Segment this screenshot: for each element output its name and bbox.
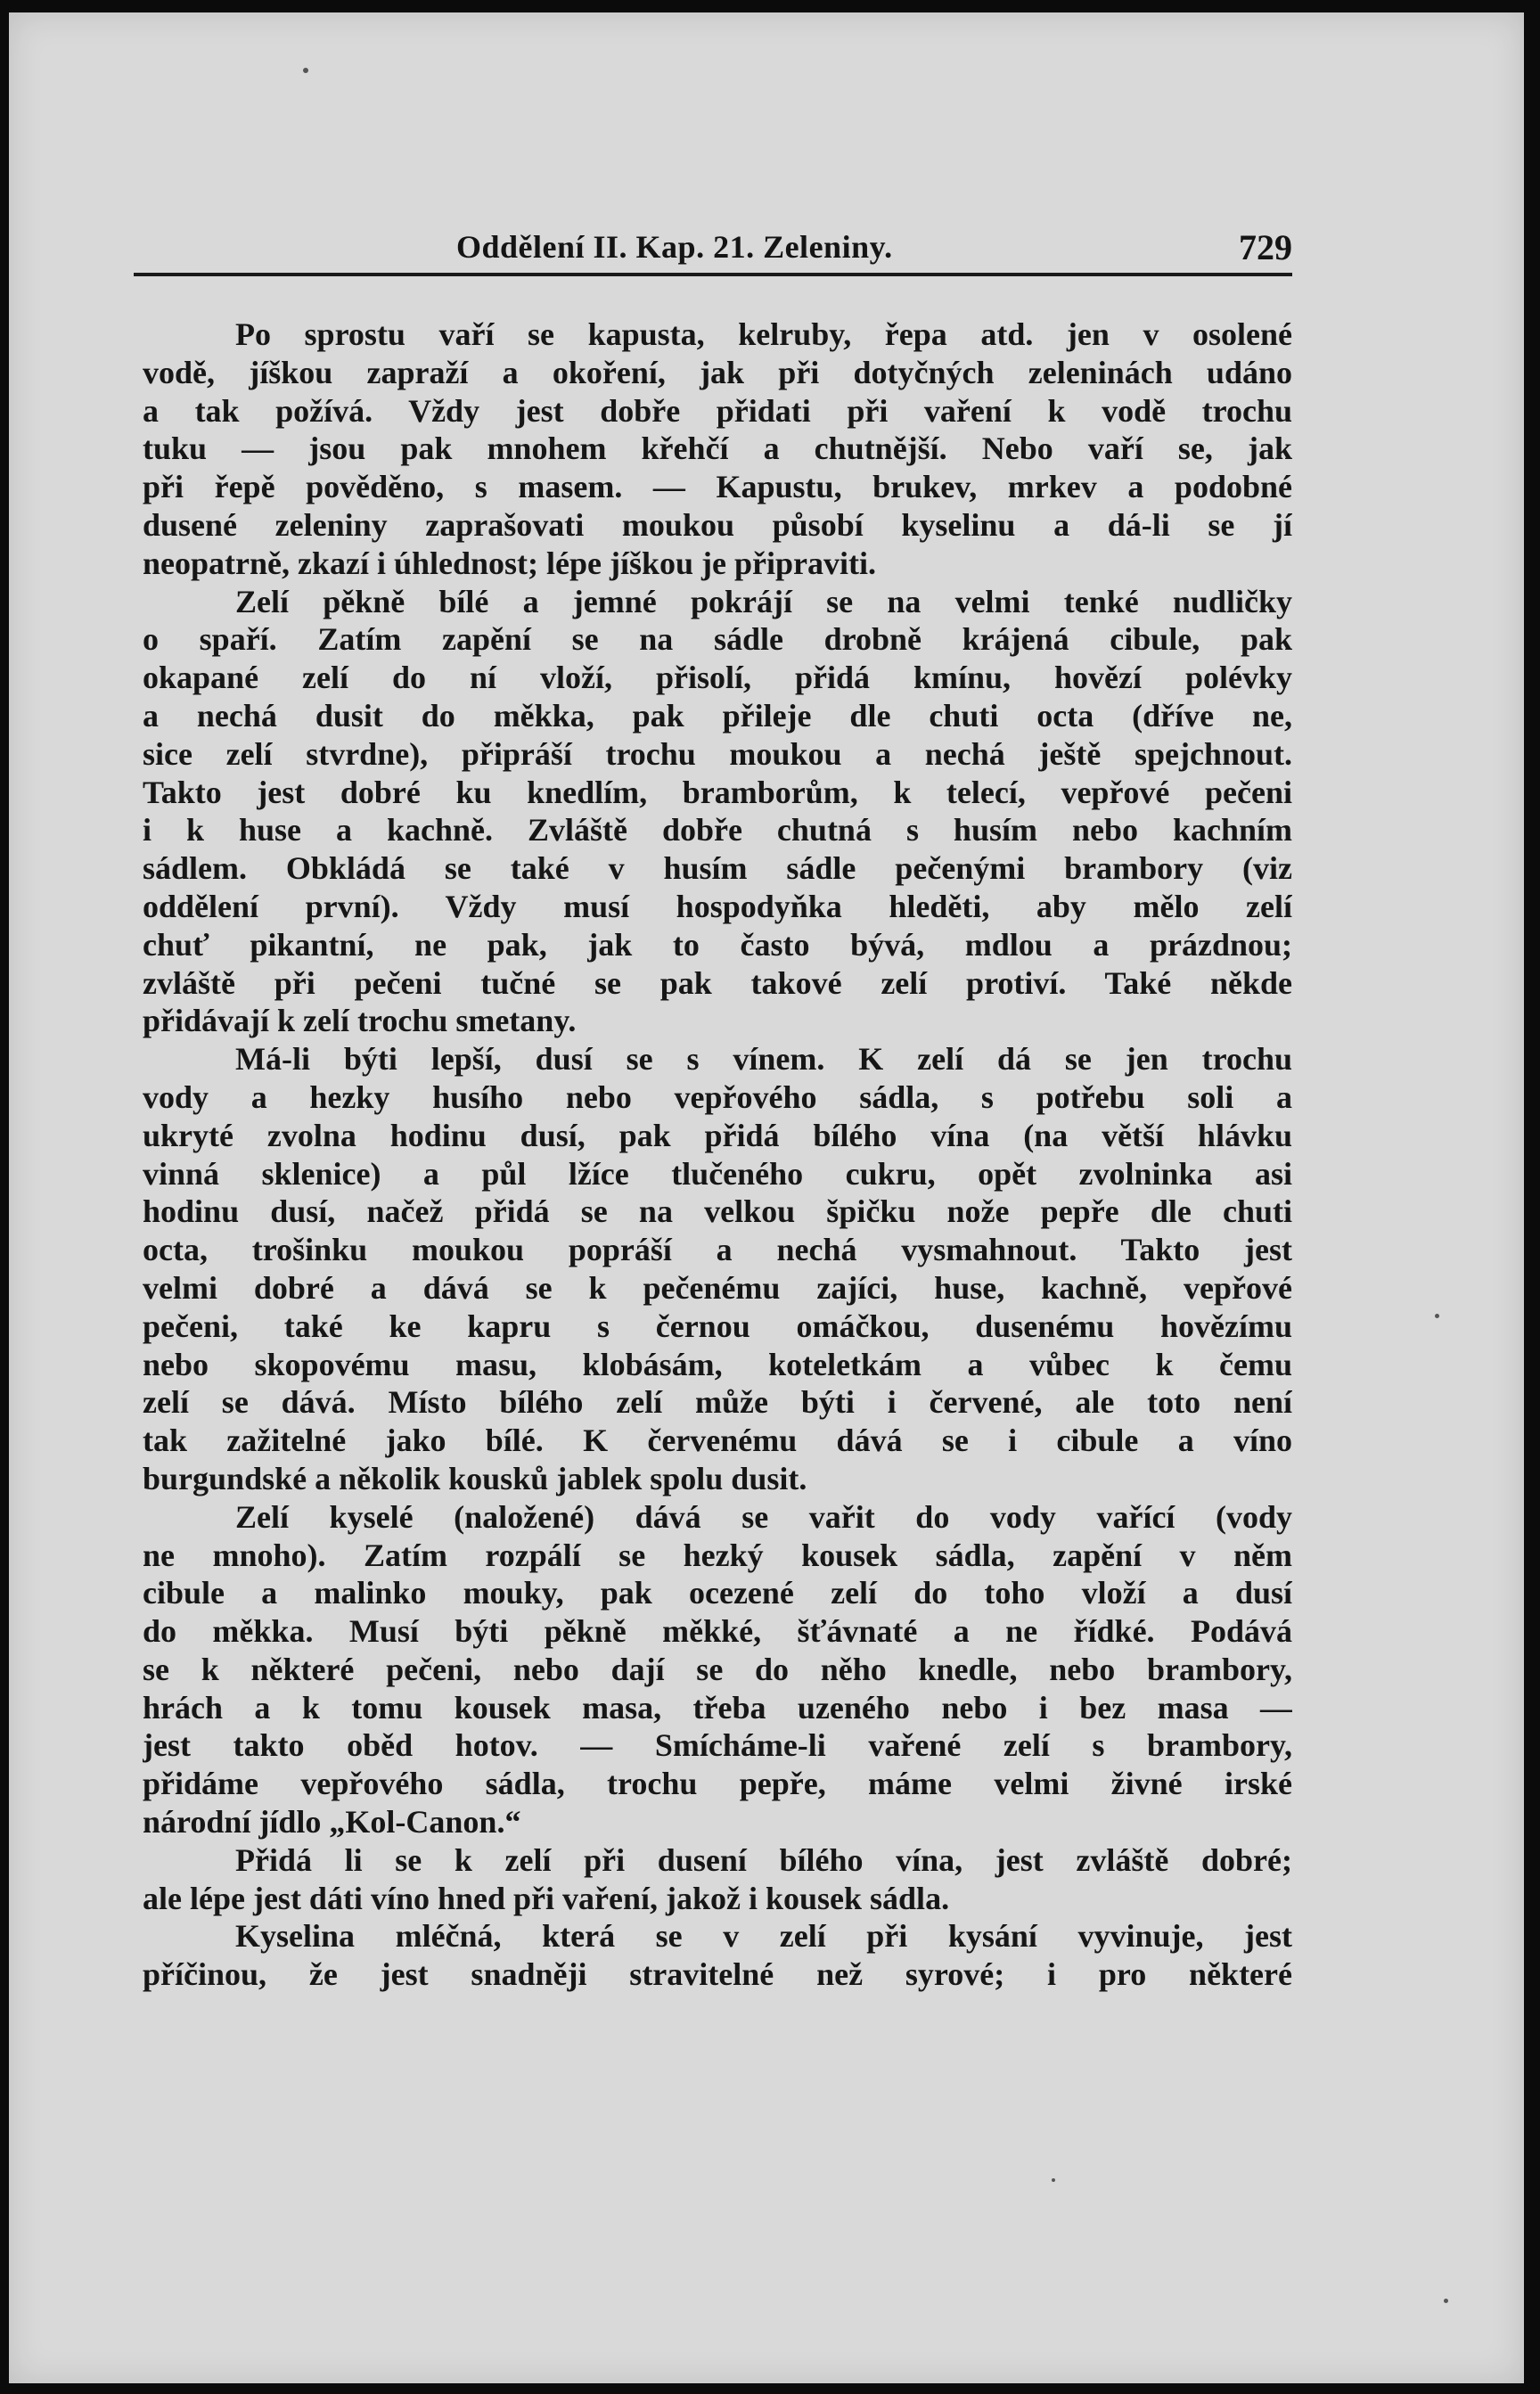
paragraph <box>143 1841 1292 1918</box>
text-line: a tak požívá. Vždy jest dobře přidati při vaření k vodě trochu <box>143 392 1292 429</box>
text-line: o spaří. Zatím zapění se na sádle drobně krájená cibule, pak <box>143 621 1292 658</box>
text-line: sádlem. Obkládá se také v husím sádle pečenými brambory (viz <box>143 850 1292 887</box>
text-line: Zelí kyselé (naložené) dává se vařit do vody vařící (vody <box>235 1498 1292 1535</box>
header-rule <box>134 273 1292 276</box>
text-line: vodě, jíškou zapraží a okoření, jak při dotyčných zeleninách udáno <box>143 354 1292 390</box>
text-line: hrách a k tomu kousek masa, třeba uzeného nebo i bez masa — <box>143 1689 1292 1726</box>
text-line: jest takto oběd hotov. — Smícháme-li vařené zelí s brambory, <box>143 1727 1292 1764</box>
dust-speck <box>303 68 308 73</box>
text-line: dusené zeleniny zaprašovati moukou působí kyselinu a dá-li se jí <box>143 506 1292 543</box>
paragraph <box>143 1917 1292 1994</box>
text-line: velmi dobré a dává se k pečenému zajíci, huse, kachně, vepřové <box>143 1269 1292 1306</box>
text-line: při řepě pověděno, s masem. — Kapustu, brukev, mrkev a podobné <box>143 469 1292 505</box>
text-line: Takto jest dobré ku knedlím, bramborům, k telecí, vepřové pečeni <box>143 774 1292 810</box>
paragraph <box>143 316 1292 583</box>
book-page <box>9 12 1524 2383</box>
text-line: vody a hezky husího nebo vepřového sádla, s potřebu soli a <box>143 1078 1292 1115</box>
text-line: tak zažitelné jako bílé. K červenému dává se i cibule a víno <box>143 1422 1292 1459</box>
text-line: zvláště při pečeni tučné se pak takové zelí protiví. Také někde <box>143 964 1292 1001</box>
dust-speck <box>1052 2178 1055 2182</box>
paragraph <box>143 1498 1292 1841</box>
text-line: národní jídlo „Kol-Canon.“ <box>143 1804 521 1841</box>
dust-speck <box>1435 1314 1439 1318</box>
text-line: tuku — jsou pak mnohem křehčí a chutnější. Nebo vaří se, jak <box>143 430 1292 467</box>
text-line: příčinou, že jest snadněji stravitelné než syrové; i pro některé <box>143 1956 1292 1993</box>
text-line: Má-li býti lepší, dusí se s vínem. K zelí dá se jen trochu <box>235 1041 1292 1078</box>
dust-speck <box>1444 2299 1448 2303</box>
text-line: Kyselina mléčná, která se v zelí při kysání vyvinuje, jest <box>235 1918 1292 1955</box>
text-line: přidáme vepřového sádla, trochu pepře, máme velmi živné irské <box>143 1766 1292 1802</box>
text-line: i k huse a kachně. Zvláště dobře chutná s husím nebo kachním <box>143 812 1292 849</box>
text-line: do měkka. Musí býti pěkně měkké, šťávnaté a ne řídké. Podává <box>143 1613 1292 1650</box>
text-line: octa, trošinku moukou popráší a nechá vysmahnout. Takto jest <box>143 1232 1292 1268</box>
body-text <box>143 316 1292 1994</box>
text-line: okapané zelí do ní vloží, přisolí, přidá kmínu, hovězí polévky <box>143 660 1292 696</box>
text-line: oddělení první). Vždy musí hospodyňka hleděti, aby mělo zelí <box>143 888 1292 924</box>
text-line: vinná sklenice) a půl lžíce tlučeného cukru, opět zvolninka asi <box>143 1155 1292 1192</box>
text-line: ukryté zvolna hodinu dusí, pak přidá bílého vína (na větší hlávku <box>143 1117 1292 1153</box>
text-line: zelí se dává. Místo bílého zelí může býti i červené, ale toto není <box>143 1384 1292 1421</box>
text-line: Zelí pěkně bílé a jemné pokrájí se na velmi tenké nudličky <box>235 583 1292 619</box>
text-line: ale lépe jest dáti víno hned při vaření, jakož i kousek sádla. <box>143 1880 950 1916</box>
text-line: cibule a malinko mouky, pak ocezené zelí do toho vloží a dusí <box>143 1575 1292 1611</box>
text-line: přidávají k zelí trochu smetany. <box>143 1003 577 1039</box>
page-number: 729 <box>1239 227 1292 267</box>
text-line: Po sprostu vaří se kapusta, kelruby, řepa atd. jen v osolené <box>235 316 1292 352</box>
text-line: sice zelí stvrdne), připráší trochu moukou a nechá ještě spejchnout. <box>143 735 1292 772</box>
running-header <box>134 210 1292 273</box>
running-title: Oddělení II. Kap. 21. Zeleniny. <box>456 229 893 265</box>
text-line: burgundské a několik kousků jablek spolu dusit. <box>143 1460 807 1496</box>
text-line: a nechá dusit do měkka, pak přileje dle chuti octa (dříve ne, <box>143 697 1292 734</box>
text-line: neopatrně, zkazí i úhlednost; lépe jíškou je připraviti. <box>143 545 877 581</box>
text-line: hodinu dusí, načež přidá se na velkou špičku nože pepře dle chuti <box>143 1193 1292 1230</box>
text-line: pečeni, také ke kapru s černou omáčkou, dusenému hovězímu <box>143 1308 1292 1344</box>
text-line: se k některé pečeni, nebo dají se do něho knedle, nebo brambory, <box>143 1651 1292 1687</box>
text-line: Přidá li se k zelí při dusení bílého vína, jest zvláště dobré; <box>235 1841 1292 1878</box>
text-line: nebo skopovému masu, klobásám, koteletkám a vůbec k čemu <box>143 1346 1292 1382</box>
paragraph <box>143 583 1292 1041</box>
text-line: chuť pikantní, ne pak, jak to často bývá, mdlou a prázdnou; <box>143 926 1292 963</box>
paragraph <box>143 1040 1292 1498</box>
text-line: ne mnoho). Zatím rozpálí se hezký kousek sádla, zapění v něm <box>143 1537 1292 1573</box>
